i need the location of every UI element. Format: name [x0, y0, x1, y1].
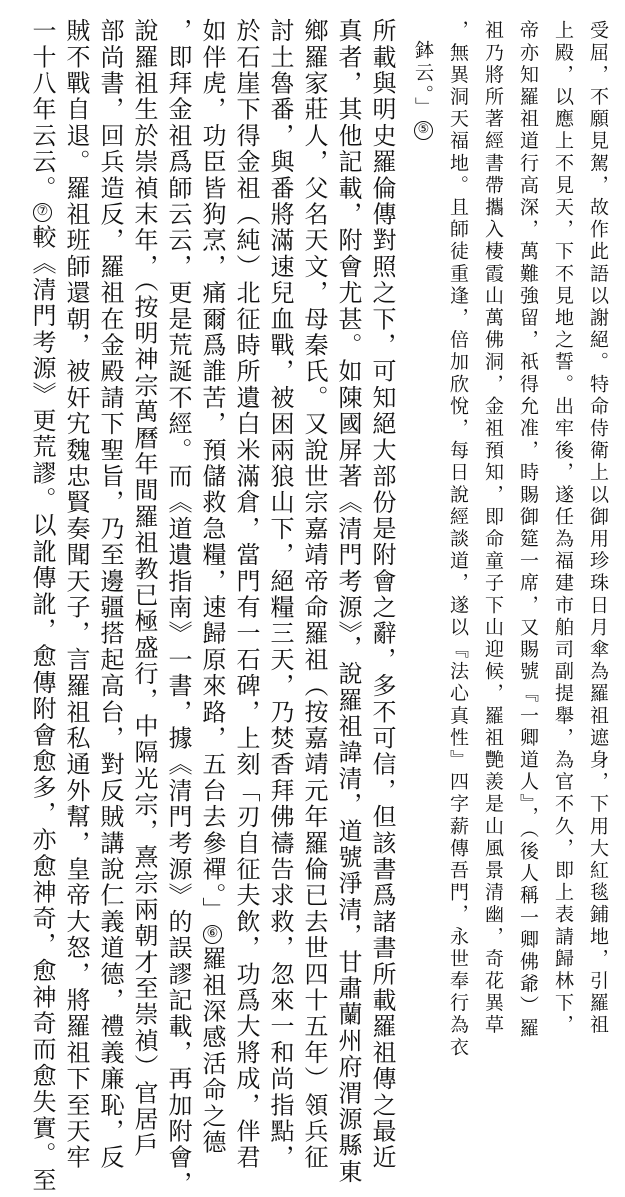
body-column-1: 所載與明史羅倫傳對照之下，可知絕大部份是附會之辭，多不可信，但該書爲諸書所載羅祖傳之最近	[368, 18, 396, 1171]
body-text: 一十八年云云。	[28, 18, 56, 202]
quote-text: 鉢云。」	[412, 40, 434, 119]
body-column-9: 部尚書，回兵造反，羅祖在金殿請下聖旨，乃至邊疆搭起高台，對反賊講說仁義道德，禮義廉恥，反	[96, 18, 124, 1171]
body-text-continued: 羅祖深感活命之德	[198, 946, 226, 1156]
footnote-marker: ⑦	[35, 204, 50, 222]
body-column-7: ，即拜金祖爲師云云，更是荒誕不經。而《道遺指南》一書，據《清門考源》的誤謬記載，再加附會，	[164, 18, 192, 1197]
body-column-3: 鄉羅家莊人，父名天文，母秦氏。又說世宗嘉靖帝命羅祖（按嘉靖元年羅倫已去世四十五年）領兵征	[300, 18, 328, 1171]
quote-column-4: 祖乃將所著經書帶攜入棲霞山萬佛洞，金祖預知，即命童子下山迎候，羅祖艷羨是山風景清幽，奇花異草	[482, 20, 504, 1037]
quote-column-3: 帝亦知羅祖道行高深，萬難強留，祇得允准，時賜御筵一席，又賜號『一卿道人』，（後人稱一卿佛爺）羅	[517, 20, 539, 1040]
footnote-marker: ⑥	[205, 926, 220, 944]
body-column-4: 討土魯番，與番將滿速兒血戰，被困兩狼山下，絕糧三天，乃焚香拜佛禱告求救，忽來一和尚指點，	[266, 18, 294, 1171]
footnote-marker: ⑤	[416, 121, 431, 141]
body-column-10: 賊不戰自退。羅祖班師還朝，被奸宄魏忠賢奏聞天子，言羅祖私通外幫，皇帝大怒，將羅祖下至天牢	[62, 18, 90, 1171]
quote-column-2: 上殿，以應上不見天，下不見地之誓。出牢後，遂任為福建市舶司副提舉，為官不久，即上表請歸林下，	[552, 20, 574, 1037]
body-column-2: 真者，其他記載，附會尤甚。如陳國屏著《清門考源》，說羅祖諱清，道號淨清，甘肅蘭州府渭源縣東	[334, 18, 362, 1185]
quote-column-6	[413, 40, 433, 890]
body-column-5: 於石崖下得金祖（純）北征時所遺白米滿倉，當門有一石碑，上刻「刃自征夫飲，功爲大將成，伴君	[232, 18, 260, 1171]
quote-column-5: ，無異洞天福地。且師徒重逢，倍加欣悅，每日說經談道，遂以『法心真性』四字薪傳吾門，永世奉行為衣	[447, 20, 469, 1059]
body-column-8: 說羅祖生於崇禎末年，（按明神宗萬曆年間羅祖教已極盛行，中隔光宗，熹宗兩朝才至崇禎）官居戶	[130, 18, 158, 1159]
body-column-11	[28, 18, 56, 1194]
quote-column-1: 受屈，不願見駕，故作此語以謝絕。特命侍衛上以御用珍珠日月傘為羅祖遮身，下用大紅毯鋪地，引羅祖	[587, 20, 609, 1037]
body-text-continued: 較《清門考源》更荒謬。以訛傳訛，愈傳附會愈多，亦愈神奇，愈神奇而愈失實。至	[28, 224, 56, 1194]
body-text: 如伴虎，功臣皆狗烹，痛爾爲誰苦，預儲救急糧，速歸原來路，五台去參禪。」	[198, 18, 226, 923]
body-column-6	[198, 18, 226, 1156]
